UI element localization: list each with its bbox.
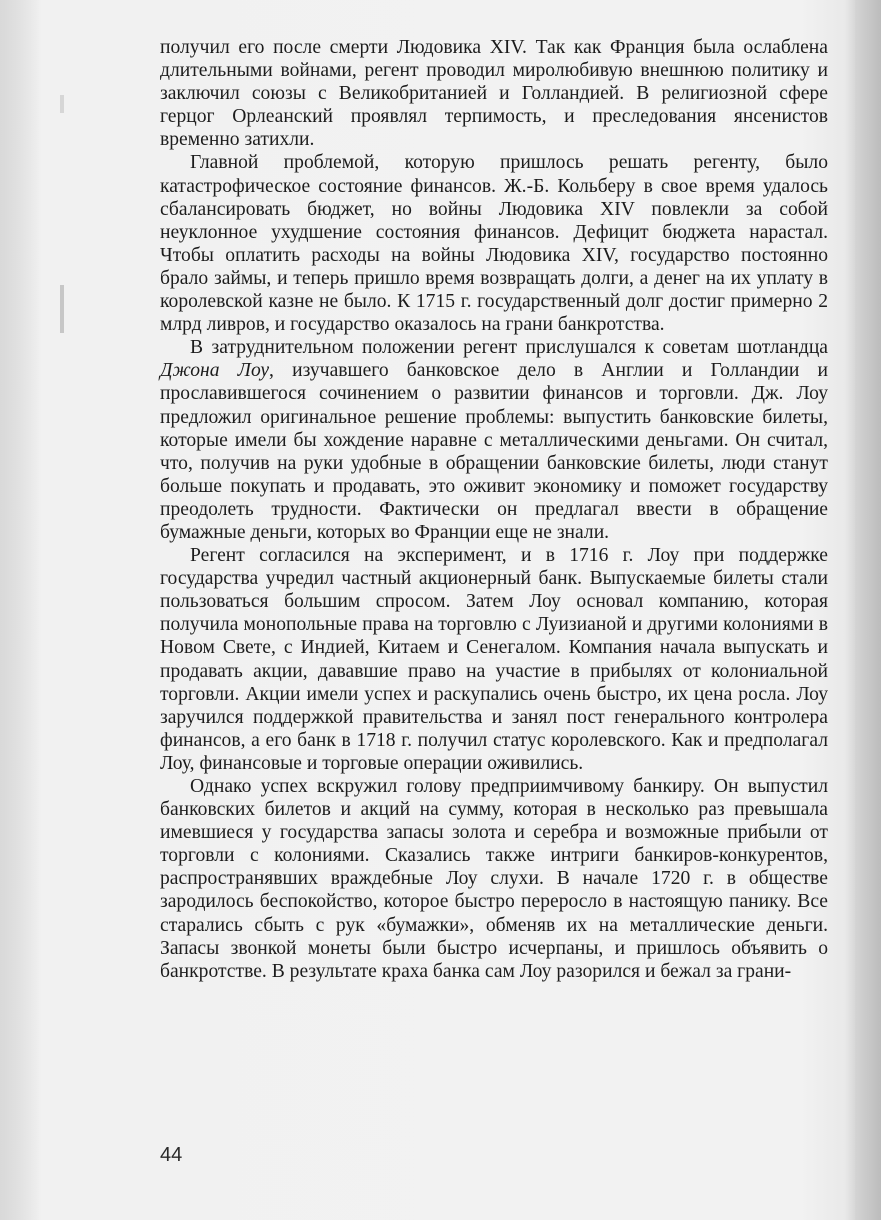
paragraph-text: В затруднительном положении регент прислушался к советам шотландца [190,337,828,359]
paragraph-text: Главной проблемой, которую пришлось решать регенту, было катастрофическое состояние финансов. Ж.-Б. Кольберу в свое время удалось сбалансировать бюджет, но войны Людовика XIV повлекли за собой неуклонное ухудшение состояния финансов. Дефицит бюджета нарастал. Чтобы оплатить расходы на войны Людовика XIV, государство постоянно брало займы, и теперь пришло время возвращать долги, а денег на их уплату в королевской казне не было. К 1715 г. государственный долг достиг примерно 2 млрд ливров, и государство оказалось на грани банкротства. [160,152,828,336]
paragraph-text: Регент согласился на эксперимент, и в 1716 г. Лоу при поддержке государства учредил частный акционерный банк. Выпускаемые билеты стали пользоваться большим спросом. Затем Лоу основал компанию, которая получила монопольные права на торговлю с Луизианой и другими колониями в Новом Свете, с Индией, Китаем и Сенегалом. Компания начала выпускать и продавать акции, дававшие право на участие в прибылях от колониальной торговли. Акции имели успех и раскупались очень быстро, их цена росла. Лоу заручился поддержкой правительства и занял пост генерального контролера финансов, а его банк в 1718 г. получил статус королевского. Как и предполагал Лоу, финансовые и торговые операции оживились. [160,545,828,774]
paragraph-text: , изучавшего банковское дело в Англии и Голландии и прославившегося сочинением о развитии финансов и торговли. Дж. Лоу предложил оригинальное решение проблемы: выпустить банковские билеты, которые имели бы хождение наравне с металлическими деньгами. Он считал, что, получив на руки удобные в обращении банковские билеты, люди станут больше покупать и продавать, это оживит экономику и поможет государству преодолеть трудности. Фактически он предлагал ввести в обращение бумажные деньги, которых во Франции еще не знали. [160,360,828,543]
paragraph [160,775,828,983]
page-number: 44 [160,1144,183,1166]
page-binding-shadow [0,0,42,1220]
scan-mark-upper [60,95,64,113]
paragraph [160,544,828,775]
scan-mark [60,285,64,333]
body-text [160,36,828,983]
scan-edge-strip [855,0,881,1220]
paragraph [160,36,828,151]
italic-name: Джона Лоу [160,360,270,382]
paragraph-text: Однако успех вскружил голову предприимчивому банкиру. Он выпустил банковских билетов и акций на сумму, которая в несколько раз превышала имевшиеся у государства запасы золота и серебра и возможные прибыли от торговли с колониями. Сказались также интриги банкиров-конкурентов, распространявших враждебные Лоу слухи. В начале 1720 г. в обществе зародилось беспокойство, которое быстро переросло в настоящую панику. Все старались сбыть с рук «бумажки», обменяв их на металлические деньги. Запасы звонкой монеты были быстро исчерпаны, и пришлось объявить о банкротстве. В результате краха банка сам Лоу разорился и бежал за грани- [160,776,828,982]
paragraph-text: получил его после смерти Людовика XIV. Так как Франция была ослаблена длительными войнами, регент проводил миролюбивую внешнюю политику и заключил союзы с Великобританией и Голландией. В религиозной сфере герцог Орлеанский проявлял терпимость, и преследования янсенистов временно затихли. [160,37,828,151]
paragraph [160,151,828,336]
paragraph [160,336,828,544]
